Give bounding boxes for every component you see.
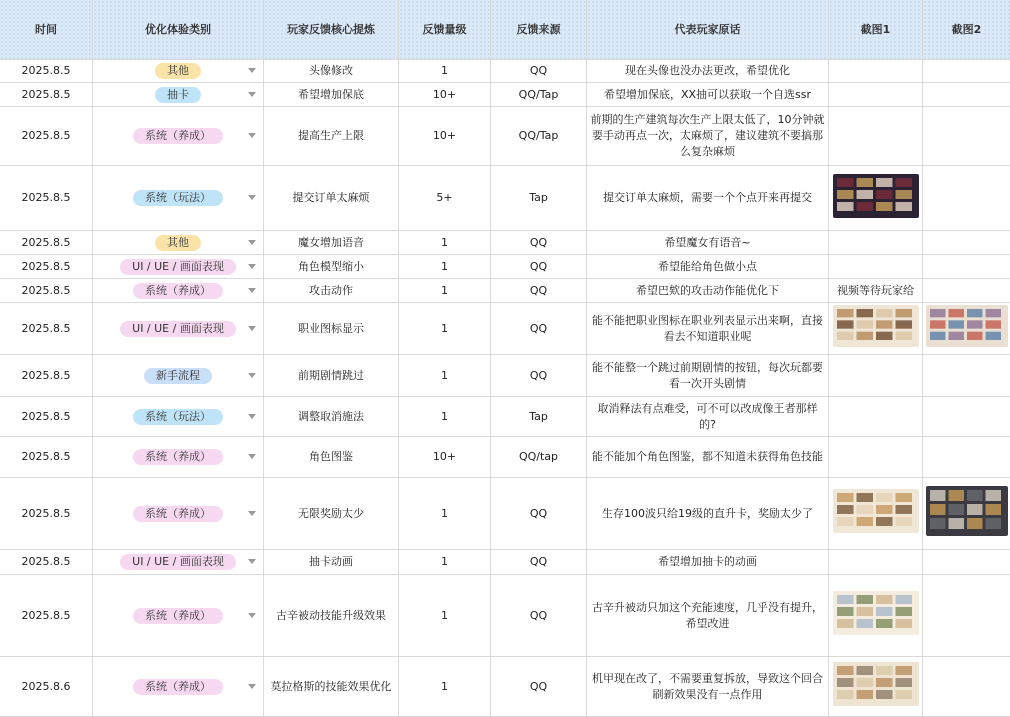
header-screenshot2[interactable]: 截图2 [923,0,1010,59]
dropdown-arrow-icon[interactable] [248,288,256,293]
table-row [0,107,1010,166]
screenshot1-cell[interactable] [829,397,923,436]
quote-cell[interactable]: 希望增加保底，XX抽可以获取一个自选ssr [587,83,829,106]
source-cell[interactable]: QQ/Tap [491,107,587,165]
summary-cell[interactable]: 攻击动作 [264,279,399,302]
category-cell[interactable] [93,107,264,165]
source-cell[interactable]: QQ/tap [491,437,587,477]
dropdown-arrow-icon[interactable] [248,326,256,331]
volume-cell[interactable]: 5+ [399,166,491,230]
date-cell[interactable]: 2025.8.5 [0,355,93,396]
screenshot-thumbnail[interactable] [833,591,919,640]
source-cell[interactable]: QQ [491,255,587,278]
header-row [0,0,1010,60]
date-cell[interactable]: 2025.8.5 [0,397,93,436]
table-row [0,397,1010,437]
source-cell[interactable]: QQ [491,478,587,549]
screenshot1-cell[interactable] [829,231,923,254]
category-cell[interactable] [93,303,264,354]
dropdown-arrow-icon[interactable] [248,68,256,73]
dropdown-arrow-icon[interactable] [248,684,256,689]
screenshot-thumbnail[interactable] [833,489,919,538]
summary-cell[interactable]: 希望增加保底 [264,83,399,106]
screenshot2-cell[interactable] [923,107,1010,165]
quote-cell[interactable]: 提交订单太麻烦，需要一个个点开来再提交 [587,166,829,230]
dropdown-arrow-icon[interactable] [248,559,256,564]
source-cell[interactable]: QQ [491,657,587,716]
screenshot-thumbnail[interactable] [833,305,919,352]
volume-cell[interactable]: 10+ [399,107,491,165]
dropdown-arrow-icon[interactable] [248,264,256,269]
screenshot2-cell[interactable] [923,355,1010,396]
screenshot-thumbnail[interactable] [833,174,919,223]
screenshot1-cell[interactable] [829,657,923,716]
volume-cell[interactable]: 1 [399,279,491,302]
screenshot1-cell[interactable] [829,83,923,106]
quote-cell[interactable]: 生存100波只给19级的直升卡，奖励太少了 [587,478,829,549]
screenshot1-cell[interactable] [829,575,923,656]
table-row [0,231,1010,255]
screenshot2-cell[interactable] [923,83,1010,106]
header-summary[interactable]: 玩家反馈核心提炼 [264,0,399,59]
screenshot1-cell[interactable] [829,107,923,165]
dropdown-arrow-icon[interactable] [248,92,256,97]
category-cell[interactable] [93,166,264,230]
category-cell[interactable] [93,437,264,477]
summary-cell[interactable]: 提高生产上限 [264,107,399,165]
quote-cell[interactable]: 能不能整一个跳过前期剧情的按钮，每次玩都要看一次开头剧情 [587,355,829,396]
date-cell[interactable]: 2025.8.5 [0,478,93,549]
header-source[interactable]: 反馈来源 [491,0,587,59]
category-tag: 系统（玩法） [133,190,223,206]
quote-cell[interactable]: 希望增加抽卡的动画 [587,550,829,574]
category-tag: 其他 [155,235,201,251]
category-cell[interactable] [93,255,264,278]
quote-cell[interactable]: 希望魔女有语音~ [587,231,829,254]
table-row [0,478,1010,550]
dropdown-arrow-icon[interactable] [248,240,256,245]
screenshot1-cell[interactable]: 视频等待玩家给 [829,279,923,302]
volume-cell[interactable]: 1 [399,397,491,436]
quote-cell[interactable]: 能不能把职业图标在职业列表显示出来啊，直接看去不知道职业呢 [587,303,829,354]
screenshot1-cell[interactable] [829,355,923,396]
category-cell[interactable] [93,60,264,82]
volume-cell[interactable]: 1 [399,657,491,716]
table-row [0,60,1010,83]
category-tag: UI / UE / 画面表现 [120,321,236,337]
quote-cell[interactable]: 希望巴欸的攻击动作能优化下 [587,279,829,302]
screenshot2-cell[interactable] [923,303,1010,354]
category-tag: 系统（养成） [133,283,223,299]
volume-cell[interactable]: 10+ [399,83,491,106]
date-cell[interactable]: 2025.8.5 [0,279,93,302]
screenshot2-cell[interactable] [923,397,1010,436]
quote-cell[interactable]: 能不能加个角色图鉴，都不知道未获得角色技能 [587,437,829,477]
category-cell[interactable] [93,279,264,302]
dropdown-arrow-icon[interactable] [248,454,256,459]
screenshot2-cell[interactable] [923,255,1010,278]
category-cell[interactable] [93,575,264,656]
source-cell[interactable]: QQ [491,60,587,82]
table-row [0,279,1010,303]
screenshot2-cell[interactable] [923,478,1010,549]
dropdown-arrow-icon[interactable] [248,511,256,516]
category-cell[interactable] [93,231,264,254]
screenshot2-cell[interactable] [923,437,1010,477]
source-cell[interactable]: QQ [491,303,587,354]
table-row [0,355,1010,397]
summary-cell[interactable]: 角色模型缩小 [264,255,399,278]
source-cell[interactable]: Tap [491,397,587,436]
category-tag: 抽卡 [155,87,201,103]
category-tag: 系统（养成） [133,679,223,695]
header-screenshot1[interactable]: 截图1 [829,0,923,59]
quote-cell[interactable]: 取消释法有点难受，可不可以改成像王者那样的? [587,397,829,436]
volume-cell[interactable]: 1 [399,231,491,254]
table-row [0,83,1010,107]
screenshot2-cell[interactable] [923,279,1010,302]
table-row [0,437,1010,478]
category-tag: UI / UE / 画面表现 [120,259,236,275]
summary-cell[interactable]: 抽卡动画 [264,550,399,574]
summary-cell[interactable]: 古辛被动技能升级效果 [264,575,399,656]
date-cell[interactable]: 2025.8.5 [0,255,93,278]
source-cell[interactable]: QQ [491,355,587,396]
date-cell[interactable]: 2025.8.6 [0,657,93,716]
category-tag: 系统（玩法） [133,409,223,425]
screenshot-thumbnail[interactable] [833,662,919,711]
quote-cell[interactable]: 现在头像也没办法更改，希望优化 [587,60,829,82]
summary-cell[interactable]: 无限奖励太少 [264,478,399,549]
date-cell[interactable]: 2025.8.5 [0,107,93,165]
source-cell[interactable]: QQ [491,550,587,574]
table-row [0,575,1010,657]
summary-cell[interactable]: 魔女增加语音 [264,231,399,254]
summary-cell[interactable]: 前期剧情跳过 [264,355,399,396]
category-cell[interactable] [93,83,264,106]
quote-cell[interactable]: 前期的生产建筑每次生产上限太低了，10分钟就要手动再点一次，太麻烦了，建议建筑不要搞那么复杂麻烦 [587,107,829,165]
date-cell[interactable]: 2025.8.5 [0,303,93,354]
category-tag: UI / UE / 画面表现 [120,554,236,570]
quote-cell[interactable]: 机甲现在改了，不需要重复拆放，导致这个回合刷新效果没有一点作用 [587,657,829,716]
screenshot1-cell[interactable] [829,303,923,354]
category-tag: 系统（养成） [133,506,223,522]
header-category[interactable]: 优化体验类别 [93,0,264,59]
screenshot1-cell[interactable] [829,60,923,82]
screenshot1-cell[interactable] [829,255,923,278]
category-cell[interactable] [93,550,264,574]
date-cell[interactable]: 2025.8.5 [0,550,93,574]
dropdown-arrow-icon[interactable] [248,133,256,138]
summary-cell[interactable]: 提交订单太麻烦 [264,166,399,230]
volume-cell[interactable]: 1 [399,255,491,278]
category-tag: 系统（养成） [133,128,223,144]
date-cell[interactable]: 2025.8.5 [0,166,93,230]
date-cell[interactable]: 2025.8.5 [0,231,93,254]
summary-cell[interactable]: 莫拉格斯的技能效果优化 [264,657,399,716]
dropdown-arrow-icon[interactable] [248,373,256,378]
quote-cell[interactable]: 古辛升被动只加这个充能速度，几乎没有提升，希望改进 [587,575,829,656]
category-tag: 系统（养成） [133,449,223,465]
volume-cell[interactable]: 1 [399,575,491,656]
category-cell[interactable] [93,478,264,549]
header-volume[interactable]: 反馈量级 [399,0,491,59]
source-cell[interactable]: QQ [491,231,587,254]
date-cell[interactable]: 2025.8.5 [0,83,93,106]
volume-cell[interactable]: 1 [399,355,491,396]
volume-cell[interactable]: 1 [399,303,491,354]
table-row [0,657,1010,717]
date-cell[interactable]: 2025.8.5 [0,60,93,82]
screenshot1-cell[interactable] [829,478,923,549]
volume-cell[interactable]: 10+ [399,437,491,477]
category-tag: 新手流程 [144,368,212,384]
dropdown-arrow-icon[interactable] [248,195,256,200]
volume-cell[interactable]: 1 [399,550,491,574]
summary-cell[interactable]: 职业图标显示 [264,303,399,354]
dropdown-arrow-icon[interactable] [248,414,256,419]
summary-cell[interactable]: 调整取消施法 [264,397,399,436]
header-quote[interactable]: 代表玩家原话 [587,0,829,59]
category-cell[interactable] [93,355,264,396]
source-cell[interactable]: QQ/Tap [491,83,587,106]
volume-cell[interactable]: 1 [399,60,491,82]
screenshot-thumbnail[interactable] [926,486,1008,541]
screenshot-thumbnail[interactable] [926,305,1008,352]
table-row [0,166,1010,231]
screenshot2-cell[interactable] [923,60,1010,82]
screenshot2-cell[interactable] [923,550,1010,574]
source-cell[interactable]: Tap [491,166,587,230]
category-tag: 系统（养成） [133,608,223,624]
category-cell[interactable] [93,657,264,716]
screenshot1-cell[interactable] [829,550,923,574]
table-row [0,255,1010,279]
volume-cell[interactable]: 1 [399,478,491,549]
screenshot2-cell[interactable] [923,657,1010,716]
screenshot2-cell[interactable] [923,575,1010,656]
category-cell[interactable] [93,397,264,436]
category-tag: 其他 [155,63,201,79]
table-row [0,550,1010,575]
table-row [0,303,1010,355]
quote-cell[interactable]: 希望能给角色做小点 [587,255,829,278]
summary-cell[interactable]: 头像修改 [264,60,399,82]
date-cell[interactable]: 2025.8.5 [0,575,93,656]
source-cell[interactable]: QQ [491,575,587,656]
date-cell[interactable]: 2025.8.5 [0,437,93,477]
screenshot1-cell[interactable] [829,166,923,230]
summary-cell[interactable]: 角色图鉴 [264,437,399,477]
source-cell[interactable]: QQ [491,279,587,302]
screenshot1-cell[interactable] [829,437,923,477]
header-date[interactable]: 时间 [0,0,93,59]
screenshot2-cell[interactable] [923,231,1010,254]
dropdown-arrow-icon[interactable] [248,613,256,618]
screenshot2-cell[interactable] [923,166,1010,230]
